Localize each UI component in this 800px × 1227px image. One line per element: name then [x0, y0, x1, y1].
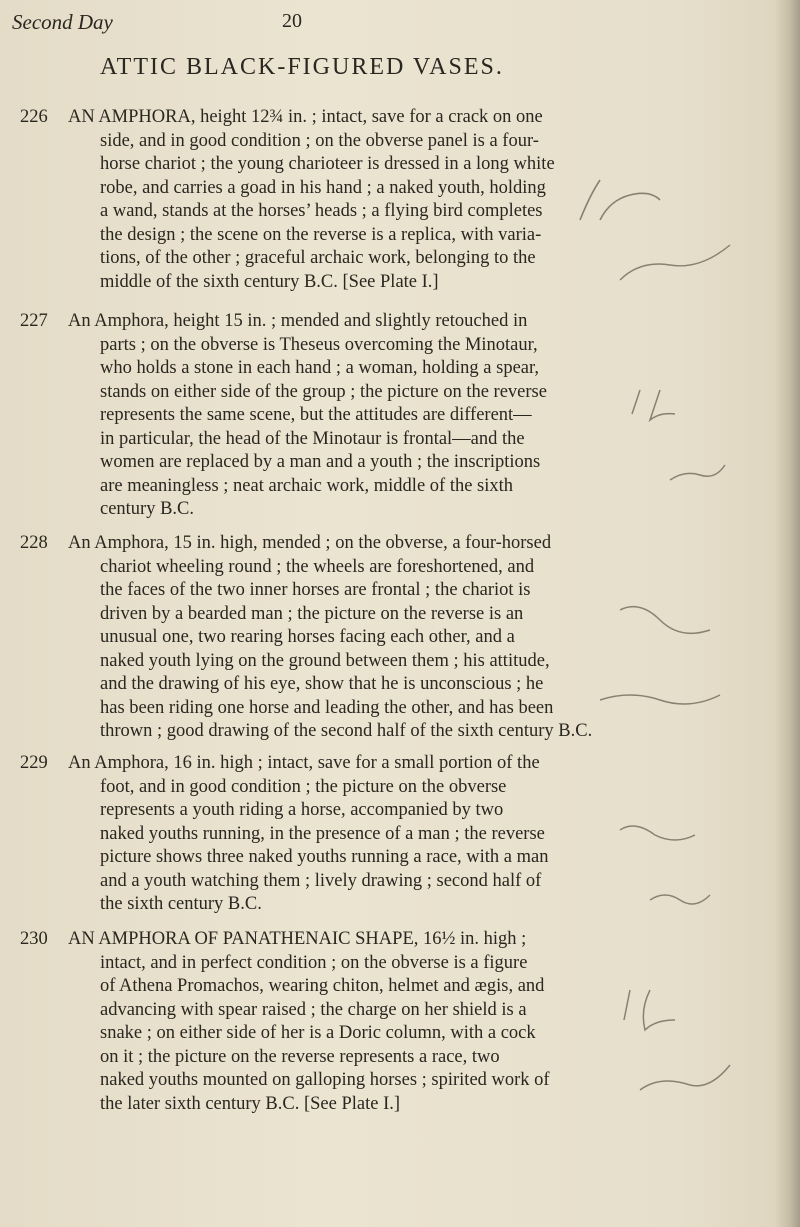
- lot-line: century B.C.: [100, 499, 195, 519]
- lot-first-line: AN AMPHORA, height 12¾ in. ; intact, save for a crack on one: [68, 107, 543, 127]
- lot-line: naked youths running, in the presence of a man ; the reverse: [100, 823, 545, 844]
- lot-line: represents a youth riding a horse, accompanied by two: [100, 800, 504, 820]
- page-title: ATTIC BLACK-FIGURED VASES.: [100, 54, 504, 80]
- lot-line: picture shows three naked youths running a race, with a man: [100, 847, 549, 867]
- lot-line: represents the same scene, but the attitudes are different—: [100, 405, 532, 425]
- lot-first-line: An Amphora, 15 in. high, mended ; on the obverse, a four-horsed: [68, 533, 552, 553]
- lot-line: on it ; the picture on the reverse represents a race, two: [100, 1046, 500, 1067]
- lot-line: the later sixth century B.C. [See Plate I.]: [100, 1093, 401, 1114]
- lot-description: [100, 952, 550, 1117]
- page-number: 20: [282, 10, 302, 32]
- lot-description: [100, 334, 550, 522]
- lot-entry: [20, 106, 555, 294]
- lot-first-line: AN AMPHORA OF PANATHENAIC SHAPE, 16½ in. high ;: [68, 929, 527, 949]
- lot-description: [100, 130, 555, 295]
- lot-line: a wand, stands at the horses’ heads ; a flying bird completes: [100, 201, 543, 221]
- lot-description: [100, 556, 593, 744]
- lot-line: advancing with spear raised ; the charge on her shield is a: [100, 999, 527, 1020]
- lot-entry: [20, 752, 550, 917]
- lot-line: of Athena Promachos, wearing chiton, helmet and ægis, and: [100, 976, 545, 996]
- lot-line: robe, and carries a goad in his hand ; a naked youth, holding: [100, 177, 546, 198]
- lot-entry: [20, 928, 550, 1116]
- lot-line: and a youth watching them ; lively drawing ; second half of: [100, 870, 542, 891]
- lot-entry: [20, 310, 550, 522]
- pencil-annotation-icon: [560, 370, 760, 570]
- lot-number: 227: [20, 311, 48, 331]
- lot-line: intact, and in perfect condition ; on the obverse is a figure: [100, 952, 528, 973]
- lot-line: in particular, the head of the Minotaur is frontal—and the: [100, 428, 525, 449]
- lot-line: tions, of the other ; graceful archaic work, belonging to the: [100, 248, 536, 268]
- lot-line: unusual one, two rearing horses facing each other, and a: [100, 627, 515, 647]
- lot-first-line: An Amphora, height 15 in. ; mended and slightly retouched in: [68, 311, 528, 331]
- page-edge-shadow: [774, 0, 800, 1227]
- pencil-annotation-icon: [560, 590, 760, 790]
- lot-line: naked youths mounted on galloping horses ; spirited work of: [100, 1070, 550, 1090]
- lot-line: has been riding one horse and leading the other, and has been: [100, 697, 554, 718]
- lot-line: foot, and in good condition ; the picture on the obverse: [100, 776, 507, 797]
- lot-line: are meaningless ; neat archaic work, middle of the sixth: [100, 475, 514, 496]
- lot-line: naked youth lying on the ground between them ; his attitude,: [100, 650, 550, 671]
- lot-line: snake ; on either side of her is a Doric column, with a cock: [100, 1023, 536, 1043]
- lot-line: who holds a stone in each hand ; a woman, holding a spear,: [100, 358, 540, 378]
- lot-number: 229: [20, 753, 48, 773]
- lot-number: 226: [20, 107, 48, 127]
- pencil-annotation-icon: [560, 980, 760, 1180]
- lot-line: the sixth century B.C.: [100, 894, 262, 914]
- pencil-annotation-icon: [560, 160, 760, 360]
- lot-line: side, and in good condition ; on the obverse panel is a four-: [100, 130, 539, 151]
- lot-line: driven by a bearded man ; the picture on the reverse is an: [100, 603, 524, 624]
- lot-line: the faces of the two inner horses are frontal ; the chariot is: [100, 580, 531, 600]
- lot-line: horse chariot ; the young charioteer is dressed in a long white: [100, 154, 555, 174]
- lot-entry: [20, 532, 593, 744]
- lot-line: middle of the sixth century B.C. [See Plate I.]: [100, 271, 439, 292]
- lot-line: women are replaced by a man and a youth ; the inscriptions: [100, 452, 541, 472]
- running-header-section: Second Day: [12, 10, 113, 34]
- lot-description: [100, 776, 550, 917]
- lot-line: thrown ; good drawing of the second half of the sixth century B.C.: [100, 721, 593, 741]
- lot-line: the design ; the scene on the reverse is a replica, with varia-: [100, 224, 542, 245]
- lot-number: 230: [20, 929, 48, 949]
- lot-line: stands on either side of the group ; the picture on the reverse: [100, 381, 547, 402]
- lot-line: chariot wheeling round ; the wheels are foreshortened, and: [100, 556, 535, 577]
- lot-line: parts ; on the obverse is Theseus overcoming the Minotaur,: [100, 334, 538, 355]
- lot-line: and the drawing of his eye, show that he is unconscious ; he: [100, 674, 544, 694]
- lot-number: 228: [20, 533, 48, 553]
- lot-first-line: An Amphora, 16 in. high ; intact, save for a small portion of the: [68, 753, 540, 773]
